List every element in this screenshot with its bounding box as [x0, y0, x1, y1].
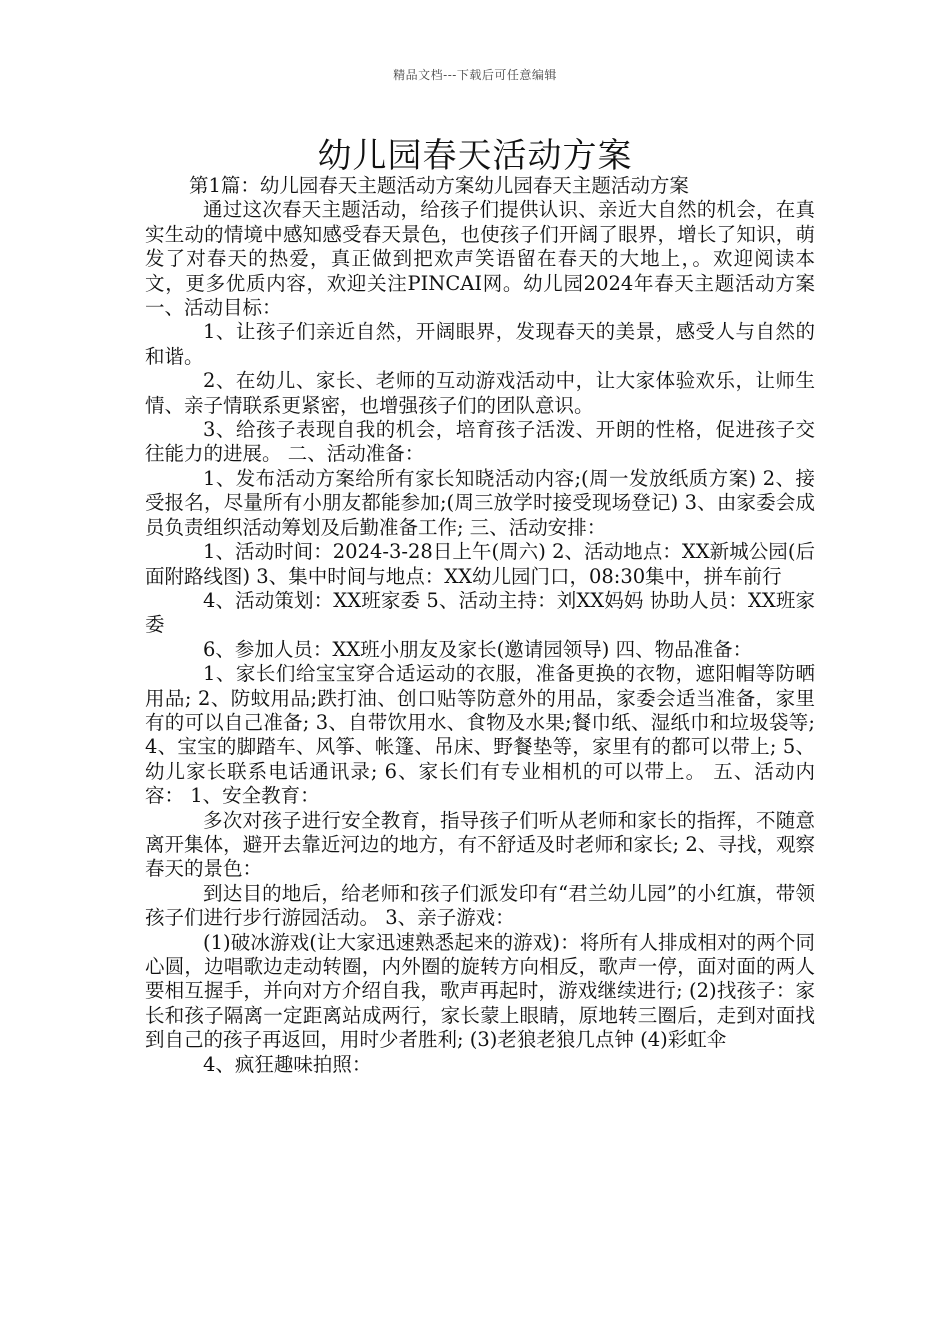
- body-paragraph-preparation: 1、发布活动方案给所有家长知晓活动内容;(周一发放纸质方案) 2、接受报名，尽量所有小朋友都能参加;(周三放学时接受现场登记) 3、由家委会成员负责组织活动筹划及后勤准备工作; 三、活动安排：: [145, 466, 815, 539]
- body-paragraph-intro: 通过这次春天主题活动，给孩子们提供认识、亲近大自然的机会，在真实生动的情境中感知感受春天景色，也使孩子们开阔了眼界，增长了知识，萌发了对春天的热爱，真正做到把欢声笑语留在春天的大地上，。欢迎阅读本文，更多优质内容，欢迎关注PINCAI网。幼儿园2024年春天主题活动方案一、活动目标：: [145, 198, 815, 320]
- body-paragraph-goal-3: 3、给孩子表现自我的机会，培育孩子活泼、开朗的性格，促进孩子交往能力的进展。 二、活动准备：: [145, 418, 815, 466]
- body-paragraph-safety: 多次对孩子进行安全教育，指导孩子们听从老师和家长的指挥，不随意离开集体，避开去靠近河边的地方，有不舒适及时老师和家长; 2、寻找，观察春天的景色：: [145, 808, 815, 881]
- document-title: 幼儿园春天活动方案: [317, 136, 633, 176]
- body-paragraph-photos: 4、疯狂趣味拍照：: [203, 1052, 372, 1076]
- body-paragraph-games: (1)破冰游戏(让大家迅速熟悉起来的游戏)：将所有人排成相对的两个同心圆，边唱歌边走动转圈，内外圈的旋转方向相反，歌声一停，面对面的两人要相互握手，并向对方介绍自我，歌声再起时，游戏继续进行; (2)找孩子：家长和孩子隔离一定距离站成两行，家长蒙上眼睛，原地转三圈后，走到对面找到自己的孩子再返回，用时少者胜利; (3)老狼老狼几点钟 (4)彩虹伞: [145, 930, 815, 1052]
- body-paragraph-schedule: 1、活动时间：2024-3-28日上午(周六) 2、活动地点：XX新城公园(后面附路线图) 3、集中时间与地点：XX幼儿园门口，08:30集中，拼车前行: [145, 540, 815, 588]
- body-paragraph-organizers: 4、活动策划：XX班家委 5、活动主持：刘XX妈妈 协助人员：XX班家委: [145, 588, 815, 637]
- header-note: 精品文档---下载后可任意编辑: [393, 68, 557, 82]
- body-paragraph-goal-2: 2、在幼儿、家长、老师的互动游戏活动中，让大家体验欢乐，让师生情、亲子情联系更紧密，也增强孩子们的团队意识。: [145, 369, 815, 417]
- document-body: [145, 174, 815, 1077]
- body-paragraph-supplies: 1、家长们给宝宝穿合适运动的衣服，准备更换的衣物，遮阳帽等防晒用品; 2、防蚊用品;跌打油、创口贴等防意外的用品，家委会适当准备，家里有的可以自己准备; 3、自带饮用水、食物及水果;餐巾纸、湿纸巾和垃圾袋等; 4、宝宝的脚踏车、风筝、帐篷、吊床、野餐垫等，家里有的都可以带上; 5、幼儿家长联系电话通讯录; 6、家长们有专业相机的可以带上。 五、活动内容： 1、安全教育：: [145, 662, 815, 808]
- article-subtitle: 第1篇：幼儿园春天主题活动方案幼儿园春天主题活动方案: [189, 174, 689, 197]
- body-paragraph-goal-1: 1、让孩子们亲近自然，开阔眼界，发现春天的美景，感受人与自然的和谐。: [145, 320, 815, 368]
- body-paragraph-flags: 到达目的地后，给老师和孩子们派发印有“君兰幼儿园”的小红旗，带领孩子们进行步行游园活动。 3、亲子游戏：: [145, 881, 815, 930]
- body-paragraph-participants: 6、参加人员：XX班小朋友及家长(邀请园领导) 四、物品准备：: [203, 637, 753, 661]
